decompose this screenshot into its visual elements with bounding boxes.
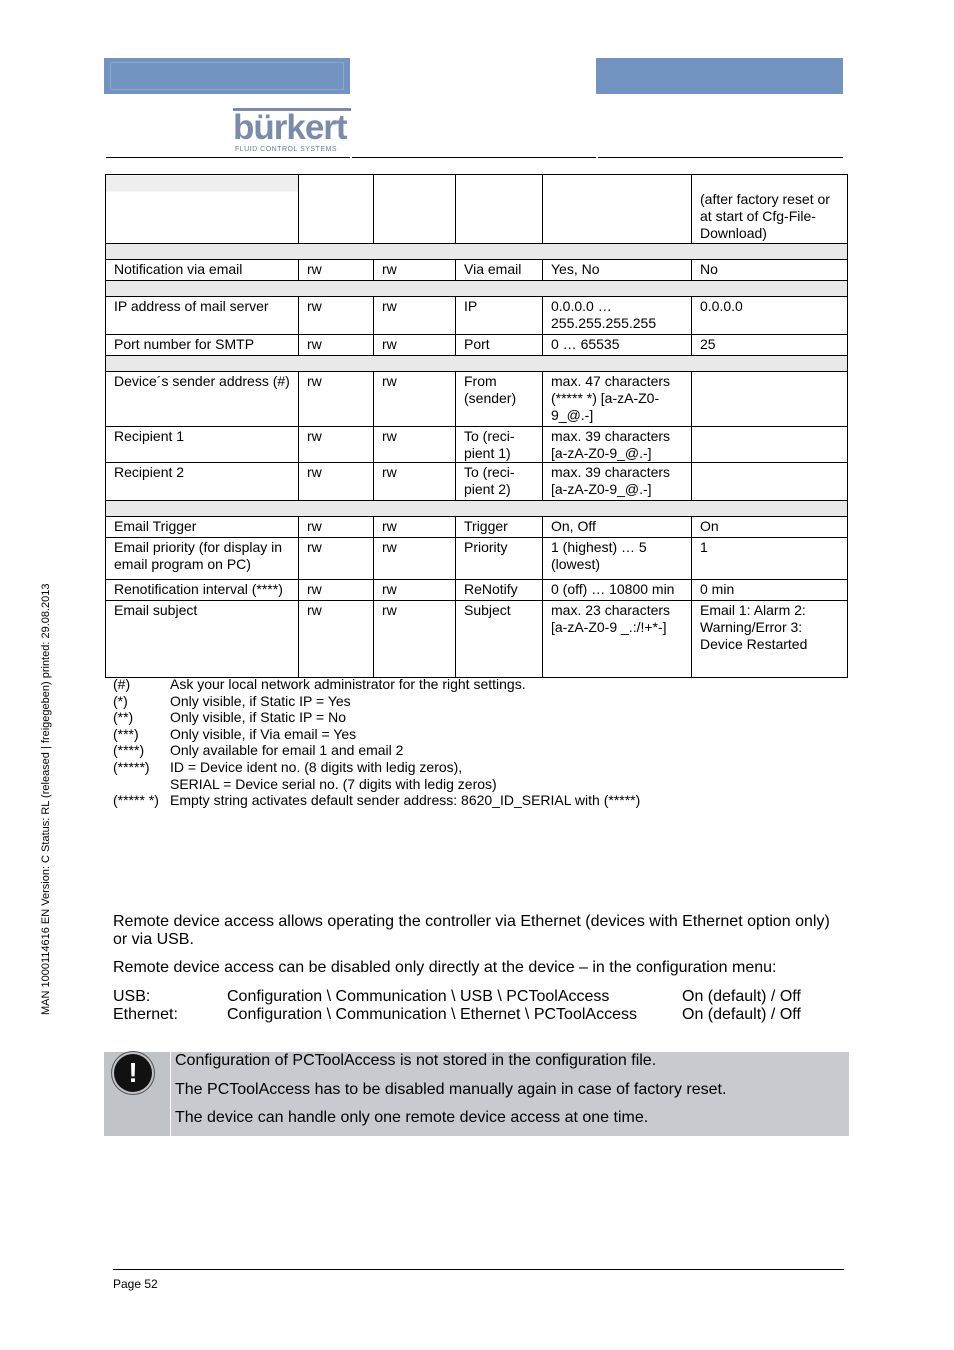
access-path: Configuration \ Communication \ Ethernet \ PCToolAccess [227, 1006, 637, 1023]
table-cell: 0 (off) … 10800 min [543, 580, 692, 601]
table-cell: max. 39 characters [a-zA-Z0-9_@.-] [543, 427, 692, 463]
table-cell: Trigger [456, 517, 543, 538]
table-cell: On, Off [543, 517, 692, 538]
table-cell: rw [374, 372, 456, 427]
header-cell [543, 175, 692, 244]
access-value: On (default) / Off [682, 1006, 801, 1023]
footnote-mark: (#) [113, 676, 131, 692]
table-cell: 0 min [692, 580, 848, 601]
header-cell [106, 175, 299, 244]
notice-line: Configuration of PCToolAccess is not stored in the configuration file. [175, 1052, 657, 1069]
table-cell: rw [299, 260, 374, 281]
header-rule-left [106, 157, 350, 158]
logo-tagline: FLUID CONTROL SYSTEMS [235, 146, 338, 153]
page-number: Page 52 [113, 1277, 158, 1291]
access-value: On (default) / Off [682, 988, 801, 1005]
header-cell [456, 175, 543, 244]
table-cell: rw [299, 580, 374, 601]
table-cell: rw [299, 335, 374, 356]
header-band-right [596, 58, 843, 94]
email-parameter-table [105, 174, 848, 678]
table-cell: 1 [692, 538, 848, 580]
table-cell: Recipient 2 [106, 463, 299, 501]
access-label: USB: [113, 988, 151, 1005]
header-cell-default: (after factory reset or at start of Cfg-File-Download) [692, 175, 848, 244]
table-cell: Device´s sender address (#) [106, 372, 299, 427]
table-cell: Recipient 1 [106, 427, 299, 463]
notice-line: The device can handle only one remote device access at one time. [175, 1109, 649, 1126]
table-section-row [106, 501, 848, 517]
table-cell: Priority [456, 538, 543, 580]
table-cell: rw [374, 297, 456, 335]
footnote-text: Ask your local network administrator for the right settings. [170, 676, 526, 692]
access-label: Ethernet: [113, 1006, 178, 1023]
table-cell: ReNotify [456, 580, 543, 601]
table-cell: Email 1: Alarm 2: Warning/Error 3: Device Restarted [692, 601, 848, 678]
notice-line: The PCToolAccess has to be disabled manually again in case of factory reset. [175, 1081, 727, 1098]
table-cell: 0 … 65535 [543, 335, 692, 356]
table-cell: No [692, 260, 848, 281]
table-row [106, 538, 848, 580]
header-cell [299, 175, 374, 244]
section-cell [106, 501, 848, 517]
table-cell: rw [374, 260, 456, 281]
table-cell: max. 39 characters [a-zA-Z0-9_@.-] [543, 463, 692, 501]
footnote-text: ID = Device ident no. (8 digits with ledig zeros), [170, 758, 463, 775]
table-row [106, 580, 848, 601]
exclamation-icon: ! [114, 1054, 152, 1092]
table-cell: From (sender) [456, 372, 543, 427]
footnote-text: Only visible, if Static IP = Yes [170, 692, 351, 709]
table-cell: rw [299, 427, 374, 463]
table-row [106, 427, 848, 463]
notice-box [104, 1052, 849, 1136]
table-row [106, 335, 848, 356]
footnote-text: Only available for email 1 and email 2 [170, 742, 404, 759]
table-cell [692, 427, 848, 463]
footnote-mark: (*****) [113, 758, 150, 775]
table-cell: Notification via email [106, 260, 299, 281]
table-cell: rw [299, 517, 374, 538]
table-cell: rw [374, 580, 456, 601]
table-cell: Email priority (for display in email program on PC) [106, 538, 299, 580]
table-cell: rw [374, 517, 456, 538]
table-cell: Port [456, 335, 543, 356]
footnote-text: Only visible, if Via email = Yes [170, 725, 357, 742]
table-cell: rw [374, 538, 456, 580]
header-cell [374, 175, 456, 244]
table-cell: Via email [456, 260, 543, 281]
footer-rule [113, 1269, 844, 1270]
access-path: Configuration \ Communication \ USB \ PCToolAccess [227, 988, 610, 1005]
table-cell: rw [374, 427, 456, 463]
table-cell: To (reci-pient 2) [456, 463, 543, 501]
paragraph-disable-access: Remote device access can be disabled only directly at the device – in the configuration menu: [113, 959, 777, 976]
table-cell: rw [374, 601, 456, 678]
table-row [106, 297, 848, 335]
header-rule-right [598, 157, 843, 158]
table-cell: To (reci-pient 1) [456, 427, 543, 463]
footnote-mark: (****) [113, 742, 145, 759]
footnote-mark: (***** *) [113, 792, 159, 809]
footnote-mark: (***) [113, 725, 139, 742]
table-section-row [106, 356, 848, 372]
footnote-text: Empty string activates default sender address: 8620_ID_SERIAL with (*****) [170, 792, 641, 809]
footnote-mark: (*) [113, 692, 128, 709]
document-status-sidebar: MAN 1000114616 EN Version: C Status: RL (released | freigegeben) printed: 29.08.2013 [40, 583, 52, 1015]
section-cell [106, 281, 848, 297]
table-row [106, 601, 848, 678]
footnote-mark: (**) [113, 709, 134, 726]
header-band-left [104, 58, 350, 94]
table-cell: rw [299, 601, 374, 678]
table-cell: Subject [456, 601, 543, 678]
table-cell: 1 (highest) … 5 (lowest) [543, 538, 692, 580]
table-header-row [106, 175, 848, 244]
table-cell: rw [299, 463, 374, 501]
section-cell [106, 356, 848, 372]
burkert-logo [233, 108, 351, 156]
table-cell: 25 [692, 335, 848, 356]
table-cell: On [692, 517, 848, 538]
table-cell: IP address of mail server [106, 297, 299, 335]
table-section-row [106, 281, 848, 297]
table-row [106, 463, 848, 501]
table-cell: IP [456, 297, 543, 335]
table-cell: 0.0.0.0 [692, 297, 848, 335]
table-cell: rw [374, 335, 456, 356]
notice-text [170, 1052, 849, 1136]
table-row [106, 260, 848, 281]
table-row [106, 517, 848, 538]
table-cell: Port number for SMTP [106, 335, 299, 356]
table-cell: Renotification interval (****) [106, 580, 299, 601]
paragraph-remote-access: Remote device access allows operating the controller via Ethernet (devices with Ethernet option only) or via USB. [113, 913, 830, 948]
table-cell: max. 23 characters [a-zA-Z0-9 _.:/!+*-] [543, 601, 692, 678]
footnote-text: Only visible, if Static IP = No [170, 709, 346, 726]
notice-icon-column [104, 1052, 170, 1136]
table-cell: rw [299, 538, 374, 580]
table-section-row [106, 244, 848, 260]
header-rule-middle [352, 157, 596, 158]
table-cell: max. 47 characters (***** *) [a-zA-Z0-9_@.-] [543, 372, 692, 427]
table-cell [692, 372, 848, 427]
table-cell [692, 463, 848, 501]
logo-wordmark: bürkert [233, 108, 347, 147]
table-row [106, 372, 848, 427]
table-cell: rw [374, 463, 456, 501]
table-cell: 0.0.0.0 … 255.255.255.255 [543, 297, 692, 335]
table-cell: Email Trigger [106, 517, 299, 538]
table-cell: Yes, No [543, 260, 692, 281]
footnote-text: SERIAL = Device serial no. (7 digits with ledig zeros) [170, 775, 497, 792]
table-cell: Email subject [106, 601, 299, 678]
table-cell: rw [299, 372, 374, 427]
table-cell: rw [299, 297, 374, 335]
section-cell [106, 244, 848, 260]
